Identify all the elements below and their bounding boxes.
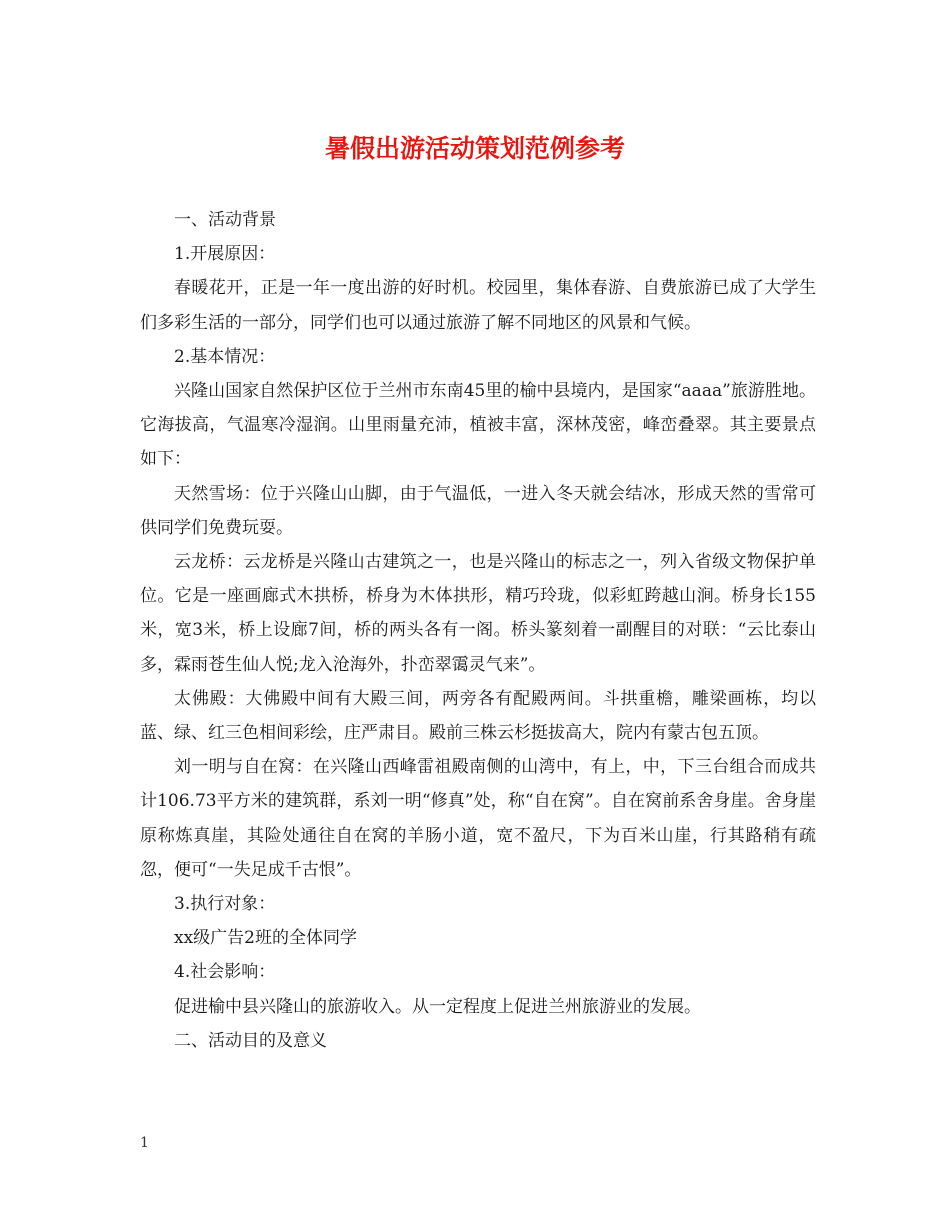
page-number: 1 <box>140 1135 149 1151</box>
subheading-target: 3.执行对象： <box>174 894 276 915</box>
paragraph-liu-yiming: 刘一明与自在窝：在兴隆山西峰雷祖殿南侧的山湾中，有上，中，下三台组合而成共计106.73平方米的建筑群，系刘一明“修真”处，称“自在窝”。自在窝前系舍身崖。舍身崖原称炼真崖，其险处通往自在窝的羊肠小道，宽不盈尺，下为百米山崖，行其路稍有疏忽，便可“一失足成千古恨”。 <box>140 757 816 880</box>
subheading-impact: 4.社会影响： <box>174 962 276 983</box>
paragraph-reason: 春暖花开，正是一年一度出游的好时机。校园里，集体春游、自费旅游已成了大学生们多彩生活的一部分，同学们也可以通过旅游了解不同地区的风景和气候。 <box>140 278 816 333</box>
document-title: 暑假出游活动策划范例参考 <box>324 134 625 163</box>
section-heading-purpose: 二、活动目的及意义 <box>174 1030 327 1051</box>
paragraph-impact: 促进榆中县兴隆山的旅游收入。从一定程度上促进兰州旅游业的发展。 <box>174 996 701 1017</box>
paragraph-basic-info: 兴隆山国家自然保护区位于兰州市东南45里的榆中县境内，是国家“aaaa”旅游胜地。它海拔高，气温寒冷湿润。山里雨量充沛，植被丰富，深林茂密，峰峦叠翠。其主要景点如下： <box>140 381 816 470</box>
subheading-reason: 1.开展原因： <box>174 244 276 265</box>
paragraph-snowfield: 天然雪场：位于兴隆山山脚，由于气温低，一进入冬天就会结冰，形成天然的雪常可供同学们免费玩耍。 <box>140 483 816 538</box>
document-body <box>140 203 816 1058</box>
subheading-basic-info: 2.基本情况： <box>174 346 276 367</box>
paragraph-yunlong-bridge: 云龙桥：云龙桥是兴隆山古建筑之一，也是兴隆山的标志之一，列入省级文物保护单位。它是一座画廊式木拱桥，桥身为木体拱形，精巧玲珑，似彩虹跨越山涧。桥身长155米，宽3米，桥上设廊7间，桥的两头各有一阁。桥头篆刻着一副醒目的对联：“云比泰山多，霖雨苍生仙人悦;龙入沧海外，扑峦翠霭灵气来”。 <box>140 552 816 675</box>
paragraph-buddha-hall: 太佛殿：大佛殿中间有大殿三间，两旁各有配殿两间。斗拱重檐，雕梁画栋，均以蓝、绿、红三色相间彩绘，庄严肃目。殿前三株云杉挺拔高大，院内有蒙古包五顶。 <box>140 688 816 744</box>
section-heading-background: 一、活动背景 <box>174 210 276 230</box>
paragraph-target: xx级广告2班的全体同学 <box>174 928 357 949</box>
